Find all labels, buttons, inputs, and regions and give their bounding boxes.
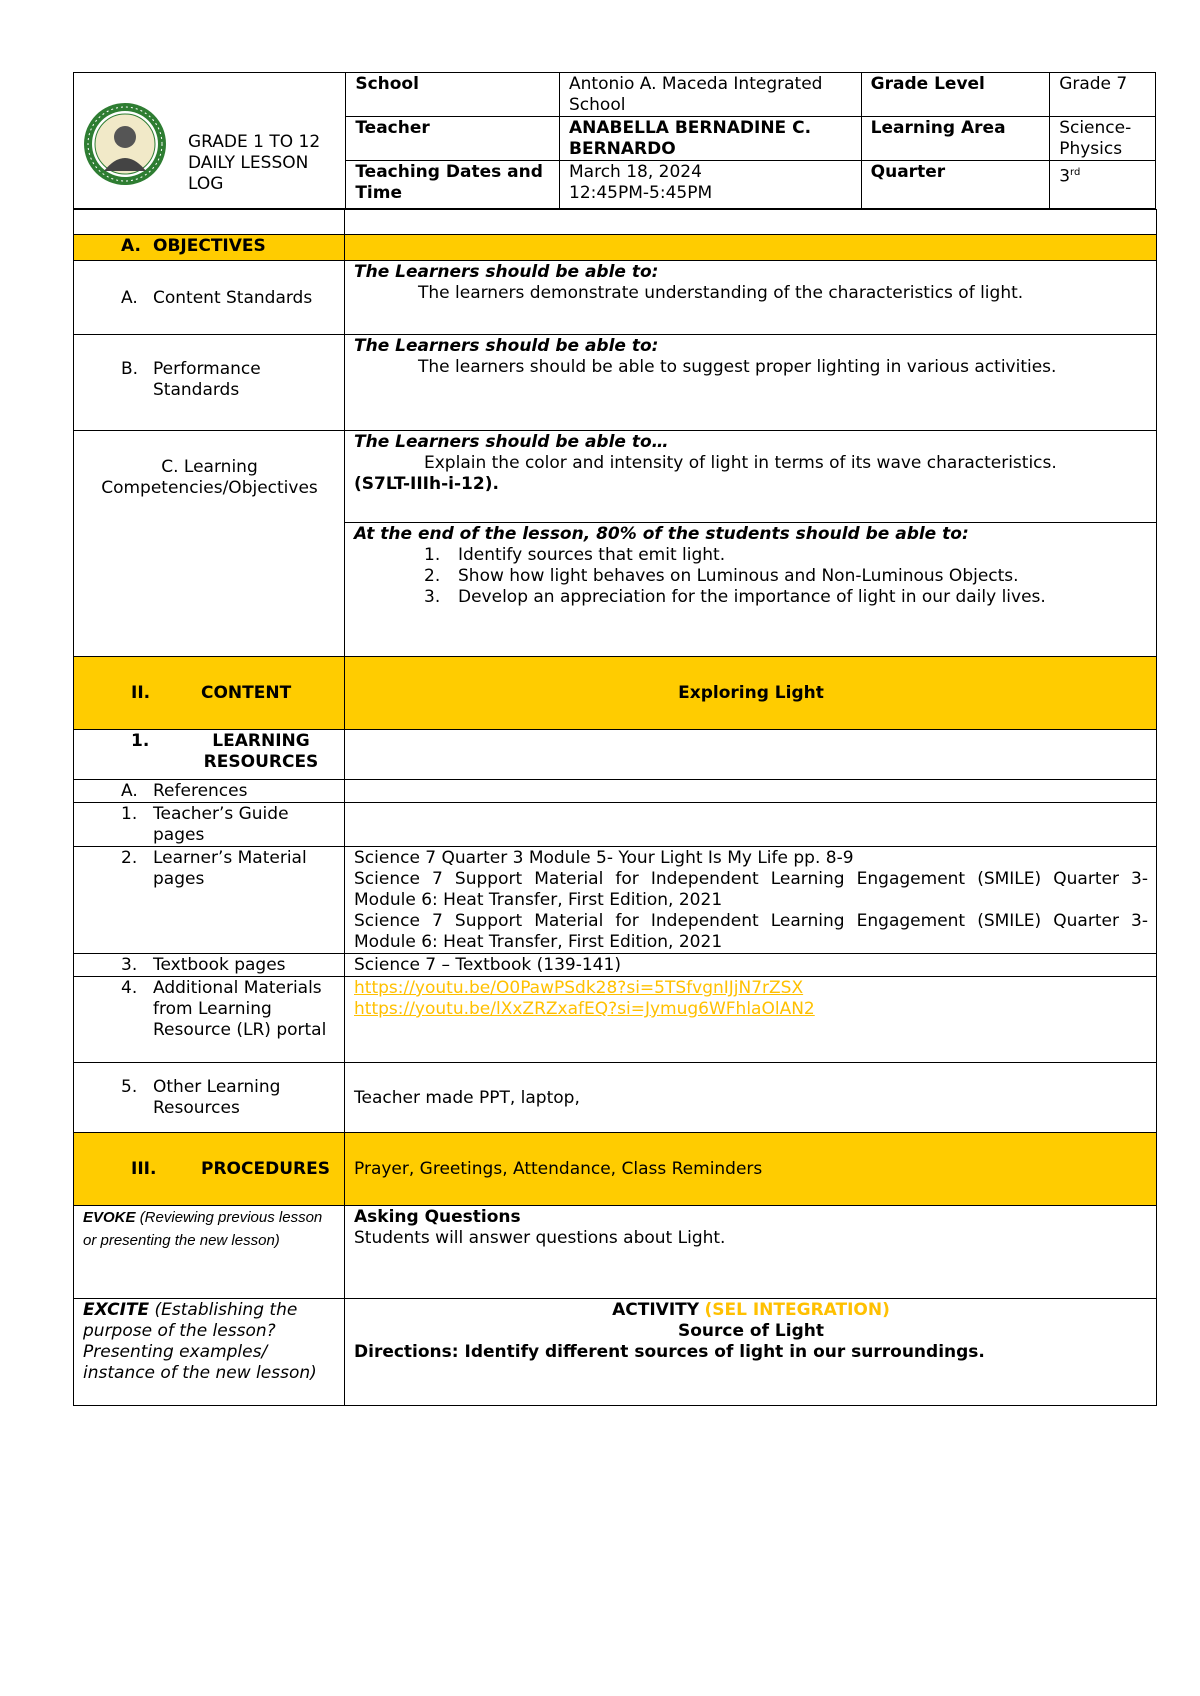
header-table [73, 72, 1156, 209]
teaching-dates-label: Teaching Dates and Time [346, 161, 560, 209]
competencies-label: C. Learning Competencies/Objectives [101, 457, 318, 498]
other-resources-value: Teacher made PPT, laptop, [345, 1063, 1157, 1133]
content-standards-label: Content Standards [153, 287, 313, 308]
procedures-label-cell [74, 1133, 345, 1206]
content-section-num: II. [131, 683, 151, 703]
learning-resources-num: 1. [131, 731, 150, 751]
references-label-cell [74, 780, 345, 803]
quarter-label: Quarter [861, 161, 1050, 209]
references-cell [345, 780, 1157, 803]
teacher-guide-num: 1. [121, 804, 138, 824]
activity-directions: Directions: Identify different sources of light in our surroundings. [354, 1342, 985, 1362]
list-item-num: 3. [424, 587, 441, 607]
content-standards-label-cell [74, 261, 345, 335]
school-seal-logo [82, 101, 168, 187]
other-resources-num: 5. [121, 1077, 138, 1097]
objectives-heading-right [345, 235, 1157, 261]
learner-material-line: Science 7 Support Material for Independent Learning Engagement (SMILE) Quarter 3- Module 6: Heat Transfer, First Edition, 2021 [354, 869, 1148, 910]
lesson-objectives-cell [345, 523, 1157, 657]
list-item-text: Identify sources that emit light. [458, 545, 726, 565]
additional-materials-label-cell [74, 977, 345, 1063]
procedures-num: III. [131, 1159, 157, 1179]
video-link-1[interactable]: https://youtu.be/O0PawPSdk28?si=5TSfvgnIJjN7rZSX [354, 978, 804, 998]
spacer-right [345, 210, 1157, 235]
learner-material-line: Science 7 Support Material for Independent Learning Engagement (SMILE) Quarter 3- Module 6: Heat Transfer, First Edition, 2021 [354, 911, 1148, 952]
performance-standards-cell [345, 335, 1157, 431]
learner-material-num: 2. [121, 848, 138, 868]
school-value: Antonio A. Maceda Integrated School [560, 73, 862, 117]
additional-materials-label: Additional Materials from Learning Resource (LR) portal [153, 978, 327, 1040]
competencies-label-cell [74, 431, 345, 657]
content-standards-num: A. [121, 287, 138, 308]
objectives-heading [74, 235, 345, 261]
learning-area-value: Science-Physics [1050, 117, 1156, 161]
activity-subtitle: Source of Light [678, 1321, 824, 1341]
learning-area-label: Learning Area [861, 117, 1050, 161]
excite-cell [345, 1299, 1157, 1406]
teacher-guide-label: Teacher’s Guide pages [153, 804, 289, 845]
objectives-num: A. [121, 236, 141, 256]
textbook-label-cell [74, 954, 345, 977]
content-standards-lead: The Learners should be able to: [354, 262, 659, 282]
competencies-lead: The Learners should be able to… [354, 432, 669, 452]
evoke-text: Students will answer questions about Light. [354, 1228, 726, 1248]
learner-material-label-cell [74, 847, 345, 954]
other-resources-label: Other Learning Resources [153, 1077, 281, 1118]
school-label: School [346, 73, 560, 117]
learner-material-cell [345, 847, 1157, 954]
evoke-label-cell [74, 1206, 345, 1299]
excite-desc: (Establishing the purpose of the lesson? Presenting examples/ instance of the new lesson) [83, 1300, 317, 1383]
learning-resources-label: LEARNING RESOURCES [203, 731, 319, 772]
video-link-2[interactable]: https://youtu.be/lXxZRZxafEQ?si=Jymug6WFhlaOlAN2 [354, 999, 815, 1019]
content-standards-cell [345, 261, 1157, 335]
list-item-num: 2. [424, 566, 441, 586]
references-label: References [153, 781, 248, 801]
list-item [354, 545, 1148, 566]
grade-level-label: Grade Level [861, 73, 1050, 117]
header-logo-cell [74, 73, 346, 209]
references-num: A. [121, 781, 138, 801]
evoke-heading: Asking Questions [354, 1207, 521, 1227]
list-item-text: Show how light behaves on Luminous and Non-Luminous Objects. [458, 566, 1019, 586]
quarter-value [1050, 161, 1156, 209]
date-text: March 18, 2024 [569, 162, 702, 182]
performance-standards-label-cell [74, 335, 345, 431]
list-item [354, 566, 1148, 587]
content-section-label-cell [74, 657, 345, 730]
competencies-text: Explain the color and intensity of light in terms of its wave characteristics. [424, 453, 1057, 473]
evoke-desc: (Reviewing previous lesson or presenting the new lesson) [83, 1209, 323, 1249]
other-resources-label-cell [74, 1063, 345, 1133]
competencies-cell [345, 431, 1157, 523]
main-table [73, 209, 1157, 1406]
learning-resources-cell [345, 730, 1157, 780]
time-text: 12:45PM-5:45PM [569, 183, 713, 203]
learner-material-label: Learner’s Material pages [153, 848, 307, 889]
objectives-title: OBJECTIVES [153, 236, 266, 256]
performance-standards-label: Performance Standards [153, 359, 261, 400]
textbook-value: Science 7 – Textbook (139-141) [345, 954, 1157, 977]
teacher-guide-label-cell [74, 803, 345, 847]
teacher-label: Teacher [346, 117, 560, 161]
spacer-left [74, 210, 345, 235]
list-item [354, 587, 1148, 608]
learning-resources-label-cell [74, 730, 345, 780]
content-section-label: CONTENT [201, 683, 292, 703]
evoke-title: EVOKE [83, 1209, 136, 1226]
procedures-intro: Prayer, Greetings, Attendance, Class Reminders [345, 1133, 1157, 1206]
lesson-log-document [73, 72, 1156, 1406]
lesson-objectives-lead: At the end of the lesson, 80% of the students should be able to: [354, 524, 969, 544]
log-title: GRADE 1 TO 12 DAILY LESSON LOG [188, 132, 321, 194]
quarter-suffix: rd [1070, 167, 1081, 178]
teaching-dates-value [560, 161, 862, 209]
additional-materials-num: 4. [121, 978, 138, 998]
sel-integration: (SEL INTEGRATION) [704, 1300, 890, 1320]
performance-standards-num: B. [121, 359, 139, 379]
learner-material-line: Science 7 Quarter 3 Module 5- Your Light Is My Life pp. 8-9 [354, 848, 854, 868]
textbook-num: 3. [121, 955, 138, 975]
performance-standards-lead: The Learners should be able to: [354, 336, 659, 356]
textbook-label: Textbook pages [153, 955, 286, 975]
activity-title: ACTIVITY [612, 1300, 700, 1320]
teacher-value: ANABELLA BERNADINE C. BERNARDO [560, 117, 862, 161]
teacher-guide-cell [345, 803, 1157, 847]
excite-label-cell [74, 1299, 345, 1406]
competencies-code: (S7LT-IIIh-i-12). [354, 474, 499, 494]
excite-title: EXCITE [83, 1300, 150, 1320]
grade-level-value: Grade 7 [1050, 73, 1156, 117]
evoke-cell [345, 1206, 1157, 1299]
list-item-text: Develop an appreciation for the importance of light in our daily lives. [458, 587, 1046, 607]
quarter-number: 3 [1059, 166, 1071, 187]
list-item-num: 1. [424, 545, 441, 565]
additional-materials-cell [345, 977, 1157, 1063]
performance-standards-text: The learners should be able to suggest proper lighting in various activities. [418, 357, 1057, 377]
procedures-label: PROCEDURES [201, 1159, 330, 1179]
content-topic: Exploring Light [345, 657, 1157, 730]
content-standards-text: The learners demonstrate understanding of the characteristics of light. [418, 283, 1024, 303]
